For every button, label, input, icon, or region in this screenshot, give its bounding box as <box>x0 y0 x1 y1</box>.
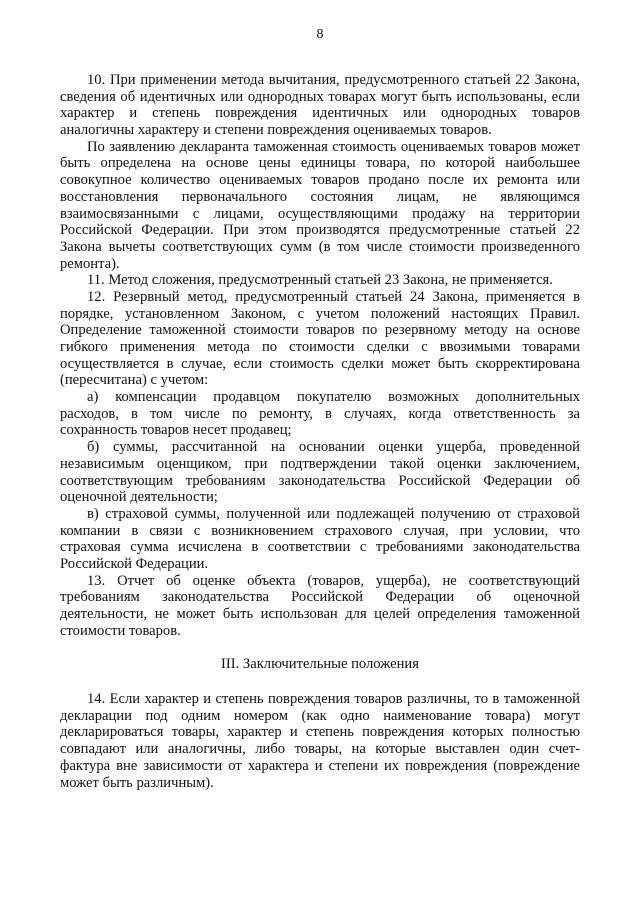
paragraph <box>60 139 580 273</box>
paragraph <box>60 72 580 139</box>
text-line: в) страховой суммы, полученной или подлежащей получению от страховой <box>87 505 580 522</box>
text-line: оценочной деятельности; <box>60 489 218 506</box>
text-line: По заявлению декларанта таможенная стоимость оцениваемых товаров может <box>87 138 580 155</box>
document-body <box>60 72 580 791</box>
paragraph <box>60 573 580 640</box>
text-line: 14. Если характер и степень повреждения товаров различны, то в таможенной <box>87 691 580 708</box>
text-line: стоимости товаров. <box>60 622 181 639</box>
text-line: (пересчитана) с учетом: <box>60 372 209 389</box>
text-line: деятельности, не может быть использован для целей определения таможенной <box>60 606 580 622</box>
text-line: 12. Резервный метод, предусмотренный статьей 24 Закона, применяется в <box>87 288 580 305</box>
text-line: фактура вне зависимости от характера и степени их повреждения (повреждение <box>60 757 580 774</box>
text-line: независимым оценщиком, при подтверждении такой оценки заключением, <box>60 455 580 472</box>
text-line: совпадают или аналогичны, либо товары, на которые выставлен один счет- <box>60 741 580 758</box>
text-line: страховая сумма исчислена в соответствии с требованиями законодательства <box>60 539 580 556</box>
text-line: восстановления первоначального состояния лицам, не являющимся <box>60 188 580 205</box>
text-line: Российской Федерации. При этом производятся предусмотренные статьей 22 <box>60 222 580 239</box>
text-line: 10. При применении метода вычитания, предусмотренного статьей 22 Закона, <box>87 72 580 88</box>
text-line: б) суммы, рассчитанной на основании оценки ущерба, проведенной <box>87 439 580 456</box>
text-line: декларироваться товары, характер и степень повреждения которых полностью <box>60 724 580 741</box>
paragraph <box>60 289 580 389</box>
page-number: 8 <box>316 27 324 42</box>
text-line: Российской Федерации. <box>60 555 209 572</box>
paragraph <box>60 439 580 506</box>
section-heading: III. Заключительные положения <box>221 656 419 673</box>
text-line: сведения об идентичных или однородных товарах могут быть использованы, если <box>60 88 580 105</box>
text-line: компании в связи с возникновением страхового случая, при условии, что <box>60 522 580 539</box>
text-line: 13. Отчет об оценке объекта (товаров, ущерба), не соответствующий <box>87 572 580 589</box>
text-line: Определение таможенной стоимости товаров по резервному методу на основе <box>60 322 580 339</box>
text-line: взаимосвязанными с лицами, осуществляющими продажу на территории <box>60 205 580 222</box>
text-line: осуществляется в случае, если стоимость сделки может быть скорректирована <box>60 355 580 372</box>
text-line: 11. Метод сложения, предусмотренный статьей 23 Закона, не применяется. <box>87 272 553 289</box>
text-line: а) компенсации продавцом покупателю возможных дополнительных <box>87 389 580 406</box>
paragraph <box>60 389 580 439</box>
text-line: требованиям законодательства Российской Федерации об оценочной <box>60 589 580 606</box>
text-line: сохранность товаров несет продавец; <box>60 422 292 439</box>
text-line: может быть различным). <box>60 774 214 791</box>
text-line: декларации под одним номером (как одно наименование товара) могут <box>60 707 580 724</box>
text-line: быть определена на основе цены единицы товара, по которой наибольшее <box>60 155 580 172</box>
paragraph <box>60 506 580 573</box>
text-line: соответствующим требованиям законодательства Российской Федерации об <box>60 472 580 489</box>
text-line: характер и степень повреждения идентичных или однородных товаров <box>60 105 580 122</box>
paragraph <box>60 691 580 791</box>
text-line: расходов, в том числе по ремонту, в случаях, когда ответственность за <box>60 405 580 422</box>
text-line: аналогичны характеру и степени повреждения оцениваемых товаров. <box>60 122 492 139</box>
text-line: порядке, установленном Законом, с учетом положений настоящих Правил. <box>60 305 580 322</box>
text-line: гибкого применения метода по стоимости сделки с ввозимыми товарами <box>60 339 580 355</box>
text-line: совокупное количество оцениваемых товаров продано после их ремонта или <box>60 172 580 189</box>
text-line: ремонта). <box>60 255 120 272</box>
text-line: Закона вычеты соответствующих сумм (в том числе стоимости произведенного <box>60 238 580 255</box>
paragraph <box>60 272 580 289</box>
